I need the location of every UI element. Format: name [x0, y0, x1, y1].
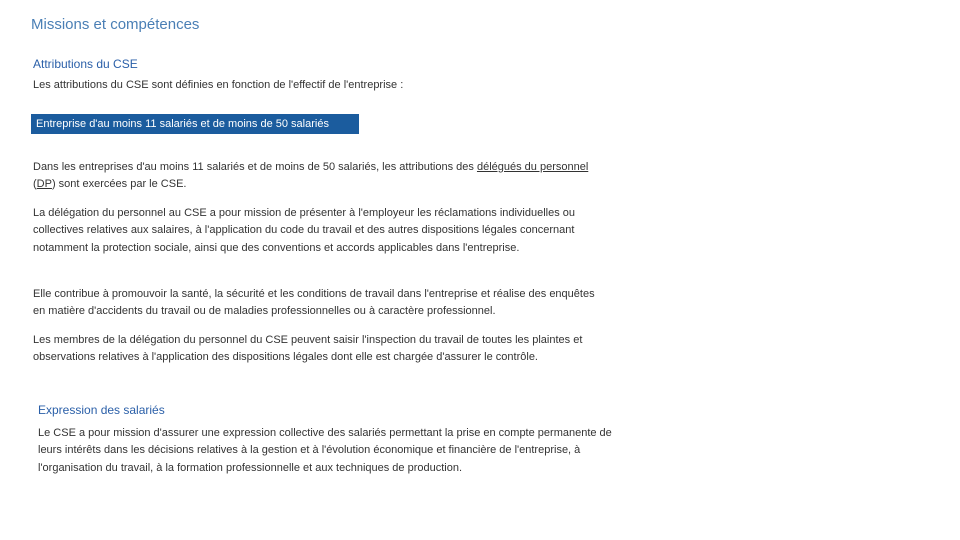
- attributions-paragraph-2: La délégation du personnel au CSE a pour mission de présenter à l'employeur les réclamations individuelles ou collectives relatives aux salaires, à l'application du code du travail et des autres dispositions légales concernant notamment la protection sociale, ainsi que des conventions et accords applicables dans l'entreprise.: [33, 207, 576, 254]
- tab-entreprise-11-50[interactable]: Entreprise d'au moins 11 salariés et de moins de 50 salariés: [31, 114, 359, 134]
- page-title: Missions et compétences: [31, 16, 200, 33]
- paragraph-text: (: [33, 178, 37, 191]
- link-dp[interactable]: DP: [36, 178, 52, 191]
- attributions-paragraph-1: [33, 159, 593, 194]
- paragraph-text: Dans les entreprises d'au moins 11 salariés et de moins de 50 salariés, les attributions des: [33, 161, 477, 173]
- attributions-paragraph-4: Les membres de la délégation du personnel du CSE peuvent saisir l'inspection du travail de toutes les plaintes et observations relatives à l'application des dispositions légales dont elle est chargée d'assurer le contrôle.: [33, 334, 583, 364]
- expression-heading: Expression des salariés: [38, 403, 165, 417]
- attributions-paragraph-3: Elle contribue à promouvoir la santé, la sécurité et les conditions de travail dans l'entreprise et réalise des enquêtes en matière d'accidents du travail ou de maladies professionnelles ou à caractère professionnel.: [33, 288, 595, 318]
- attributions-intro: Les attributions du CSE sont définies en fonction de l'effectif de l'entreprise :: [33, 79, 404, 91]
- link-delegues-du-personnel[interactable]: délégués du personnel: [476, 161, 589, 173]
- attributions-heading: Attributions du CSE: [33, 57, 138, 71]
- paragraph-text: ) sont exercées par le CSE.: [51, 178, 187, 191]
- expression-paragraph-1: Le CSE a pour mission d'assurer une expression collective des salariés permettant la prise en compte permanente de leurs intérêts dans les décisions relatives à la gestion et à l'évolution économique et financière de l'entreprise, à l'organisation du travail, à la formation professionnelle et aux techniques de production.: [38, 427, 612, 474]
